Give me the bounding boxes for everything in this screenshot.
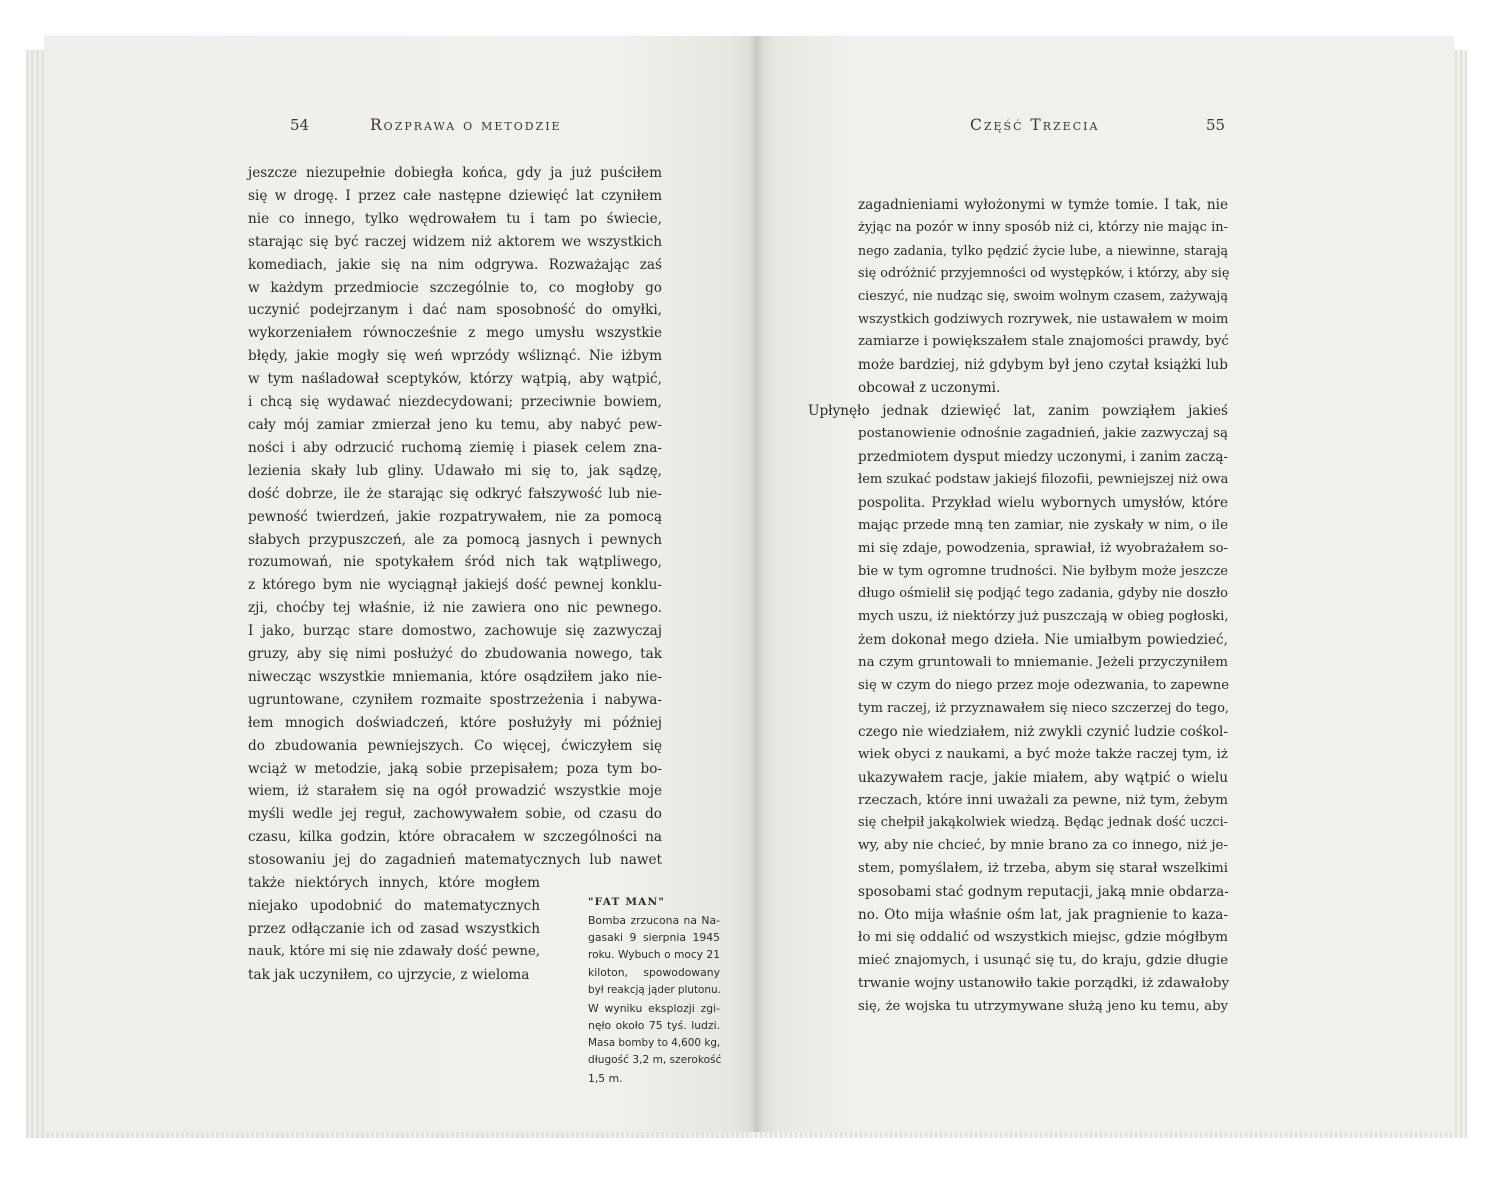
text-line: wy, aby nie chcieć, by mnie brano za co innego, niż je- bbox=[858, 838, 1228, 854]
text-line: wiem, iż starałem się na ogół prowadzić wszystkie moje bbox=[248, 783, 662, 800]
text-line: I jako, burząc stare domostwo, zachowuje się zazwyczaj bbox=[248, 623, 662, 640]
text-line: pewność twierdzeń, jakie rozpatrywałem, nie za pomocą bbox=[248, 508, 662, 525]
text-line: ugruntowane, czyniłem rozmaite spostrzeżenia i nabywa- bbox=[248, 691, 662, 708]
right-running-head: Część Trzecia bbox=[970, 116, 1100, 134]
caption-line: roku. Wybuch o mocy 21 bbox=[588, 948, 720, 961]
text-line: stosowaniu jej do zagadnień matematycznych lub nawet bbox=[248, 852, 662, 869]
text-line: mi się zdaje, powodzenia, sprawiał, iż wyobrażałem so- bbox=[858, 540, 1228, 556]
text-line: obcował z uczonymi. bbox=[858, 380, 1001, 397]
text-line: starając się być raczej widzem niż aktorem we wszystkich bbox=[248, 233, 662, 250]
text-line: ukazywałem racje, jakie miałem, aby wątpić o wielu bbox=[858, 769, 1228, 786]
text-line: się w drogę. I przez całe następne dziewięć lat czyniłem bbox=[248, 187, 662, 204]
text-line: z którego bym nie wyciągnął jakiejś dość pewnej konklu- bbox=[248, 577, 662, 594]
text-line: wciąż w metodzie, jaką sobie przepisałem; poza tym bo- bbox=[248, 760, 662, 777]
text-line: się w czym do niego przez moje odezwania, to zapewne bbox=[858, 678, 1230, 694]
text-line: wszystkich godziwych rozrywek, nie ustawałem w moim bbox=[858, 311, 1229, 327]
left-running-head: Rozprawa o metodzie bbox=[370, 116, 562, 134]
text-line: cały mój zamiar zmierzał jeno ku temu, aby nabyć pew- bbox=[248, 416, 662, 433]
text-line: sposobami stać godnym reputacji, jaką mnie obdarza- bbox=[858, 884, 1229, 901]
text-line: łem szukać podstaw jakiejś filozofii, pewniejszej niż owa bbox=[858, 471, 1229, 487]
left-page-number: 54 bbox=[290, 116, 310, 134]
text-line: rzeczach, które inni uważali za pewne, niż tym, żebym bbox=[858, 792, 1228, 808]
text-line: w każdym przedmiocie szczególnie to, co mogłoby go bbox=[248, 279, 662, 296]
text-line: cieszyć, nie nudząc się, swoim wolnym czasem, zażywają bbox=[858, 288, 1228, 304]
text-line: ło mi się oddalić od wszystkich miejsc, gdzie mógłbym bbox=[858, 930, 1228, 945]
text-line: przedmiotem dysput miedzy uczonymi, i zanim zaczą- bbox=[858, 448, 1229, 465]
text-line: się chełpił jakąkolwiek wiedzą. Będąc jednak dość uczci- bbox=[858, 815, 1228, 831]
text-line: zamiarze i powiększałem stale znajomości prawdy, być bbox=[858, 334, 1229, 350]
text-line: czasu, kilka godzin, które obracałem w szczególności na bbox=[248, 829, 662, 846]
left-body-text bbox=[248, 162, 662, 987]
text-line: zji, choćby tej właśnie, iż nie zawiera ono nic pewnego. bbox=[248, 600, 662, 617]
text-line: może bardziej, niż gdybym był jeno czytał książki lub bbox=[858, 357, 1228, 374]
text-line: mych uszu, iż niektórzy już puszczają w obieg pogłoski, bbox=[858, 609, 1229, 625]
text-line: gruzy, aby się nimi posłużyć do zbudowania nowego, tak bbox=[248, 646, 662, 663]
text-line: bie w tym ogromne trudności. Nie byłbym może jeszcze bbox=[858, 563, 1228, 579]
text-line: lezienia skały lub gliny. Udawało mi się to, jak sądzę, bbox=[248, 462, 662, 479]
text-line: tak jak uczyniłem, co ujrzycie, z wieloma bbox=[248, 966, 530, 983]
caption-line: 1,5 m. bbox=[588, 1071, 623, 1085]
caption-line: kiloton, spowodowany bbox=[588, 966, 720, 980]
text-line: wykorzeniałem równocześnie z mego umysłu wszystkie bbox=[248, 325, 662, 342]
text-line: przez odłączanie ich od zasad wszystkich bbox=[248, 920, 540, 937]
text-line: się, że wojska tu utrzymywane służą jeno ku temu, aby bbox=[858, 998, 1228, 1014]
text-line: niejako upodobnić do matematycznych bbox=[248, 898, 540, 914]
text-line: żyjąc na pozór w inny sposób niż ci, którzy nie mając in- bbox=[858, 219, 1228, 235]
text-line: w tym naśladował sceptyków, którzy wątpią, aby wątpić, bbox=[248, 371, 662, 388]
text-line: postanowienie odnośnie zagadnień, jakie zazwyczaj są bbox=[858, 426, 1228, 442]
text-line: wiek obyci z naukami, a być może także raczej tym, iż bbox=[858, 746, 1228, 762]
caption-title: "FAT MAN" bbox=[588, 896, 665, 908]
text-line: czego nie wiedziałem, niż zwykli czynić ludzie cośkol- bbox=[858, 723, 1228, 740]
caption-line: nęło około 75 tyś. ludzi. bbox=[588, 1019, 720, 1033]
book-gutter bbox=[748, 36, 764, 1132]
text-line: stem, pomyślałem, iż trzeba, abym się starał wszelkimi bbox=[858, 861, 1228, 877]
caption-line: był reakcją jąder plutonu. bbox=[588, 983, 721, 996]
right-page-number: 55 bbox=[1206, 116, 1226, 134]
caption-line: Masa bomby to 4,600 kg, bbox=[588, 1036, 721, 1049]
text-line: do zbudowania pewniejszych. Co więcej, ćwiczyłem się bbox=[248, 737, 662, 754]
text-line: się odróżnić przyjemności od występków, i którzy, aby się bbox=[858, 265, 1230, 281]
text-line: na czym gruntowali to mniemanie. Jeżeli przyczyniłem bbox=[858, 655, 1228, 671]
text-line: błędy, jakie mogły się weń wprzódy wśliznąć. Nie iżbym bbox=[248, 348, 662, 365]
text-line: długo ośmielił się podjąć tego zadania, gdyby nie doszło bbox=[858, 586, 1228, 602]
text-line: żem dokonał mego dzieła. Nie umiałbym powiedzieć, bbox=[858, 632, 1228, 649]
caption-line: gasaki 9 sierpnia 1945 bbox=[588, 931, 720, 945]
paragraph-first-line: Upłynęło jednak dziewięć lat, zanim powziąłem jakieś bbox=[808, 403, 1228, 420]
text-line: rozumowań, nie spotykałem śród nich tak wątpliwego, bbox=[248, 554, 662, 571]
text-line: myśli wedle jej reguł, zachowywałem sobie, od czasu do bbox=[248, 806, 662, 823]
text-line: uczynić podejrzanym i dać nam sposobność do omyłki, bbox=[248, 302, 662, 319]
text-line: tym raczej, iż przyznawałem się nieco szczerzej do tego, bbox=[858, 700, 1230, 716]
text-line: nego zadania, tylko pędzić życie lube, a niewinne, starają bbox=[858, 242, 1228, 258]
text-line: no. Oto mija właśnie ośm lat, jak pragnienie to kaza- bbox=[858, 907, 1228, 924]
text-line: nauk, które mi się nie zdawały dość pewne, bbox=[248, 943, 540, 959]
caption-line: Bomba zrzucona na Na- bbox=[588, 913, 720, 927]
text-line: łem mnogich doświadczeń, które posłużyły mi później bbox=[248, 714, 662, 731]
text-line: także niektórych innych, które mogłem bbox=[248, 875, 540, 892]
caption-line: długość 3,2 m, szerokość bbox=[588, 1054, 722, 1067]
text-line: mieć znajomych, i usunąć się tu, do kraju, gdzie długie bbox=[858, 952, 1228, 968]
text-line: mając przede mną ten zamiar, nie zyskały w nim, o ile bbox=[858, 517, 1228, 533]
text-line: dość dobrze, ile że starając się odkryć fałszywość lub nie- bbox=[248, 485, 662, 502]
text-line: ności i aby odrzucić ruchomą ziemię i piasek celem zna- bbox=[248, 439, 662, 456]
text-line: jeszcze niezupełnie dobiegła końca, gdy ja już puściłem bbox=[248, 165, 662, 181]
text-line: trwanie wojny ustanowiło takie porządki, iż zdawałoby bbox=[858, 975, 1230, 991]
text-line: nie co innego, tylko wędrowałem tu i tam po świecie, bbox=[248, 210, 662, 227]
fat-man-caption bbox=[588, 894, 720, 1088]
text-line: pospolita. Przykład wielu wybornych umysłów, które bbox=[858, 494, 1228, 511]
text-line: niwecząc wszystkie mniemania, które osądziłem jako nie- bbox=[248, 668, 662, 685]
right-body-text bbox=[808, 194, 1228, 1019]
caption-body bbox=[588, 912, 720, 1088]
text-line: i chcą się wydawać niezdecydowani; przeciwnie bowiem, bbox=[248, 394, 662, 411]
text-line: komediach, jakie się na nim odgrywa. Rozważając zaś bbox=[248, 256, 662, 273]
text-line: słabych przypuszczeń, ale za pomocą jasnych i pewnych bbox=[248, 531, 662, 548]
caption-line: W wyniku eksplozji zgi- bbox=[588, 1001, 720, 1015]
text-line: zagadnieniami wyłożonymi w tymże tomie. I tak, nie bbox=[858, 197, 1228, 213]
